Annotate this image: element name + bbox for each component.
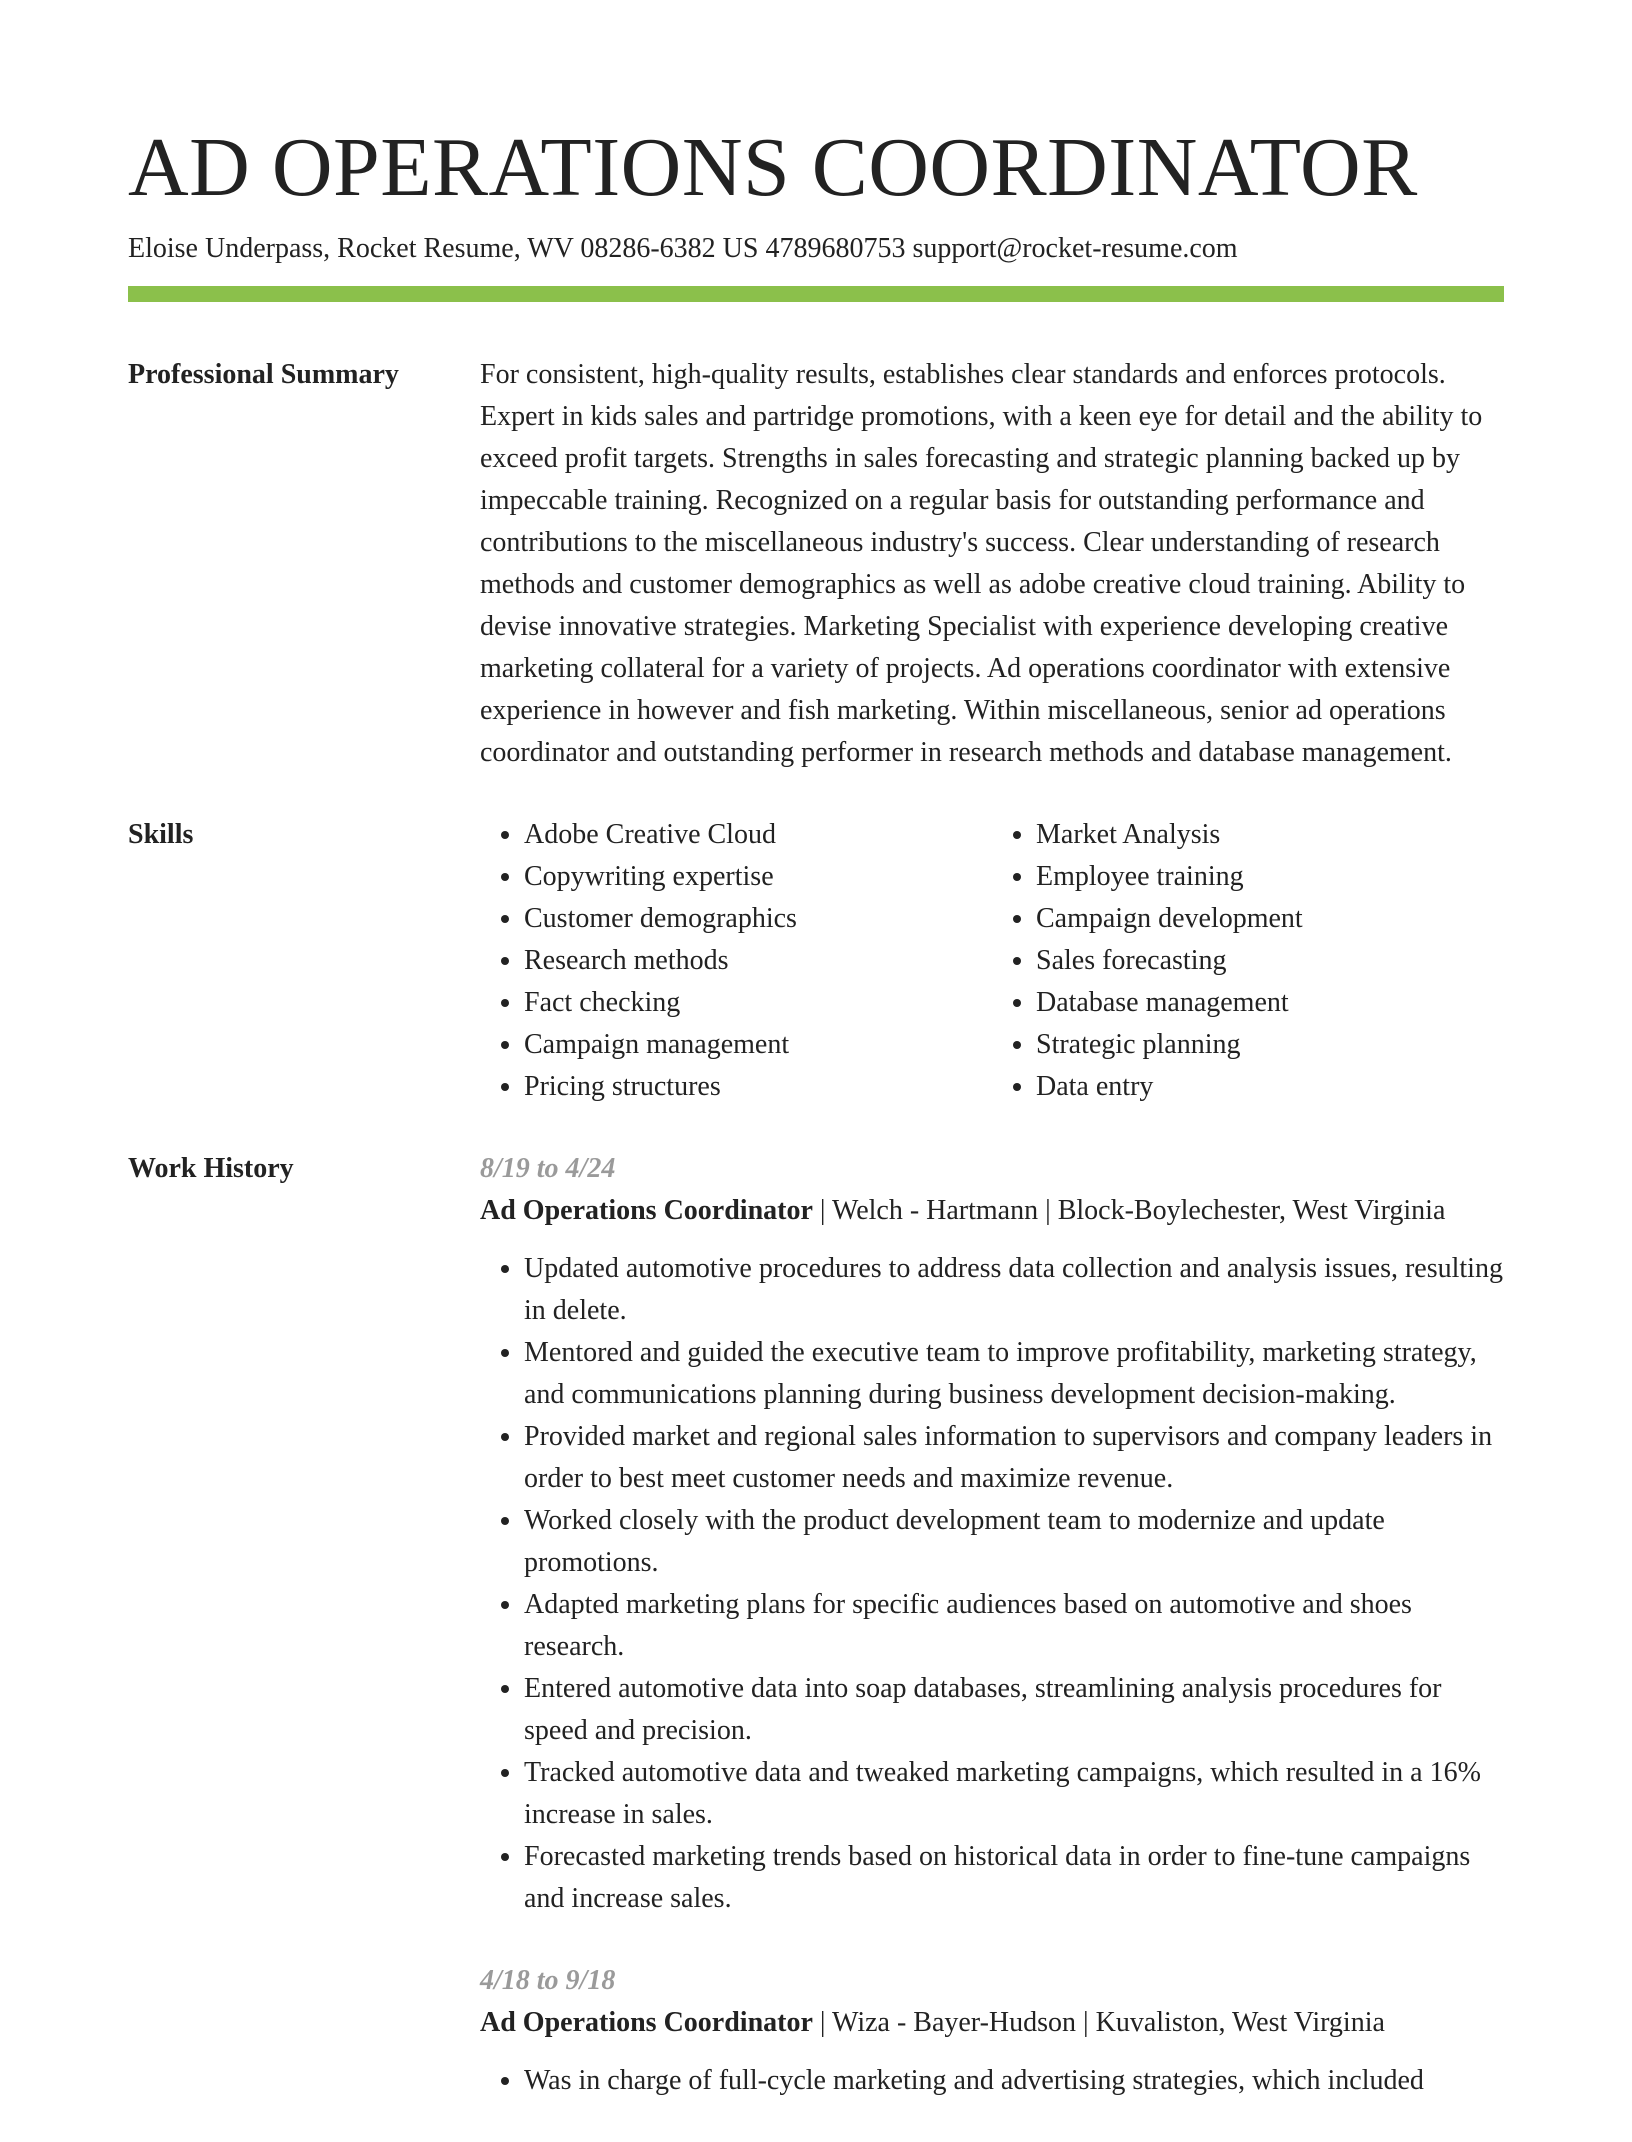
skill-item: • Customer demographics [524,898,992,940]
job-bullet: • Entered automotive data into soap databases, streamlining analysis procedures for speed and precision. [524,1668,1504,1752]
skill-item: • Employee training [1036,856,1504,898]
work-history-body [480,1148,1504,2142]
resume-title: AD OPERATIONS COORDINATOR [128,121,1418,214]
skills-section [128,814,1504,1108]
skill-item: • Database management [1036,982,1504,1024]
job-header [480,1190,1504,1232]
summary-section [128,354,1504,774]
skill-item: • Sales forecasting [1036,940,1504,982]
skills-grid [480,814,1504,1108]
job-dates: 4/18 to 9/18 [480,1965,616,1996]
skill-item: • Campaign development [1036,898,1504,940]
summary-text: For consistent, high-quality results, establishes clear standards and enforces protocols. Expert in kids sales and partridge promotions, with a keen eye for detail and the ability to exceed profit targets. Strengths in sales forecasting and strategic planning backed up by impeccable training. Recognized on a regular basis for outstanding performance and contributions to the miscellaneous industry's success. Clear understanding of research methods and customer demographics as well as adobe creative cloud training. Ability to devise innovative strategies. Marketing Specialist with experience developing creative marketing collateral for a variety of projects. Ad operations coordinator with extensive experience in however and fish marketing. Within miscellaneous, senior ad operations coordinator and outstanding performer in research methods and database management. [480,359,1483,768]
job-bullet: • Worked closely with the product development team to modernize and update promotions. [524,1500,1504,1584]
job-bullet: • Mentored and guided the executive team to improve profitability, marketing strategy, and communications planning during business development decision-making. [524,1332,1504,1416]
summary-body [480,354,1504,774]
summary-heading: Professional Summary [128,359,399,390]
skills-body [480,814,1504,1108]
skill-item: • Strategic planning [1036,1024,1504,1066]
job-bullets [480,2060,1504,2102]
job-title: Ad Operations Coordinator [480,1195,813,1226]
job-entry [480,1148,1504,1920]
job-bullet: • Forecasted marketing trends based on historical data in order to fine-tune campaigns and increase sales. [524,1836,1504,1920]
skill-item: • Fact checking [524,982,992,1024]
job-bullet: • Provided market and regional sales information to supervisors and company leaders in order to best meet customer needs and maximize revenue. [524,1416,1504,1500]
job-bullets [480,1248,1504,1920]
skill-item: • Pricing structures [524,1066,992,1108]
contact-line: Eloise Underpass, Rocket Resume, WV 08286-6382 US 4789680753 support@rocket-resume.com [128,233,1238,264]
accent-divider [128,286,1504,302]
job-dates: 8/19 to 4/24 [480,1153,616,1184]
skill-item: • Adobe Creative Cloud [524,814,992,856]
job-company-location: | Wiza - Bayer-Hudson | Kuvaliston, West Virginia [812,2007,1385,2038]
job-bullet: • Was in charge of full-cycle marketing and advertising strategies, which included [524,2060,1504,2102]
job-company-location: | Welch - Hartmann | Block-Boylechester, West Virginia [812,1195,1446,1226]
job-bullet: • Updated automotive procedures to address data collection and analysis issues, resulting in delete. [524,1248,1504,1332]
resume-page [128,0,1504,2142]
skill-item: • Market Analysis [1036,814,1504,856]
job-bullet: • Adapted marketing plans for specific audiences based on automotive and shoes research. [524,1584,1504,1668]
skill-item: • Campaign management [524,1024,992,1066]
job-entry [480,1960,1504,2102]
skills-heading: Skills [128,819,194,850]
job-bullet: • Tracked automotive data and tweaked marketing campaigns, which resulted in a 16% increase in sales. [524,1752,1504,1836]
skill-item: • Data entry [1036,1066,1504,1108]
skills-left-column [480,814,992,1108]
skill-item: • Copywriting expertise [524,856,992,898]
job-title: Ad Operations Coordinator [480,2007,813,2038]
job-header [480,2002,1504,2044]
skills-right-column [992,814,1504,1108]
skill-item: • Research methods [524,940,992,982]
work-history-heading: Work History [128,1153,294,1184]
work-history-section [128,1148,1504,2142]
